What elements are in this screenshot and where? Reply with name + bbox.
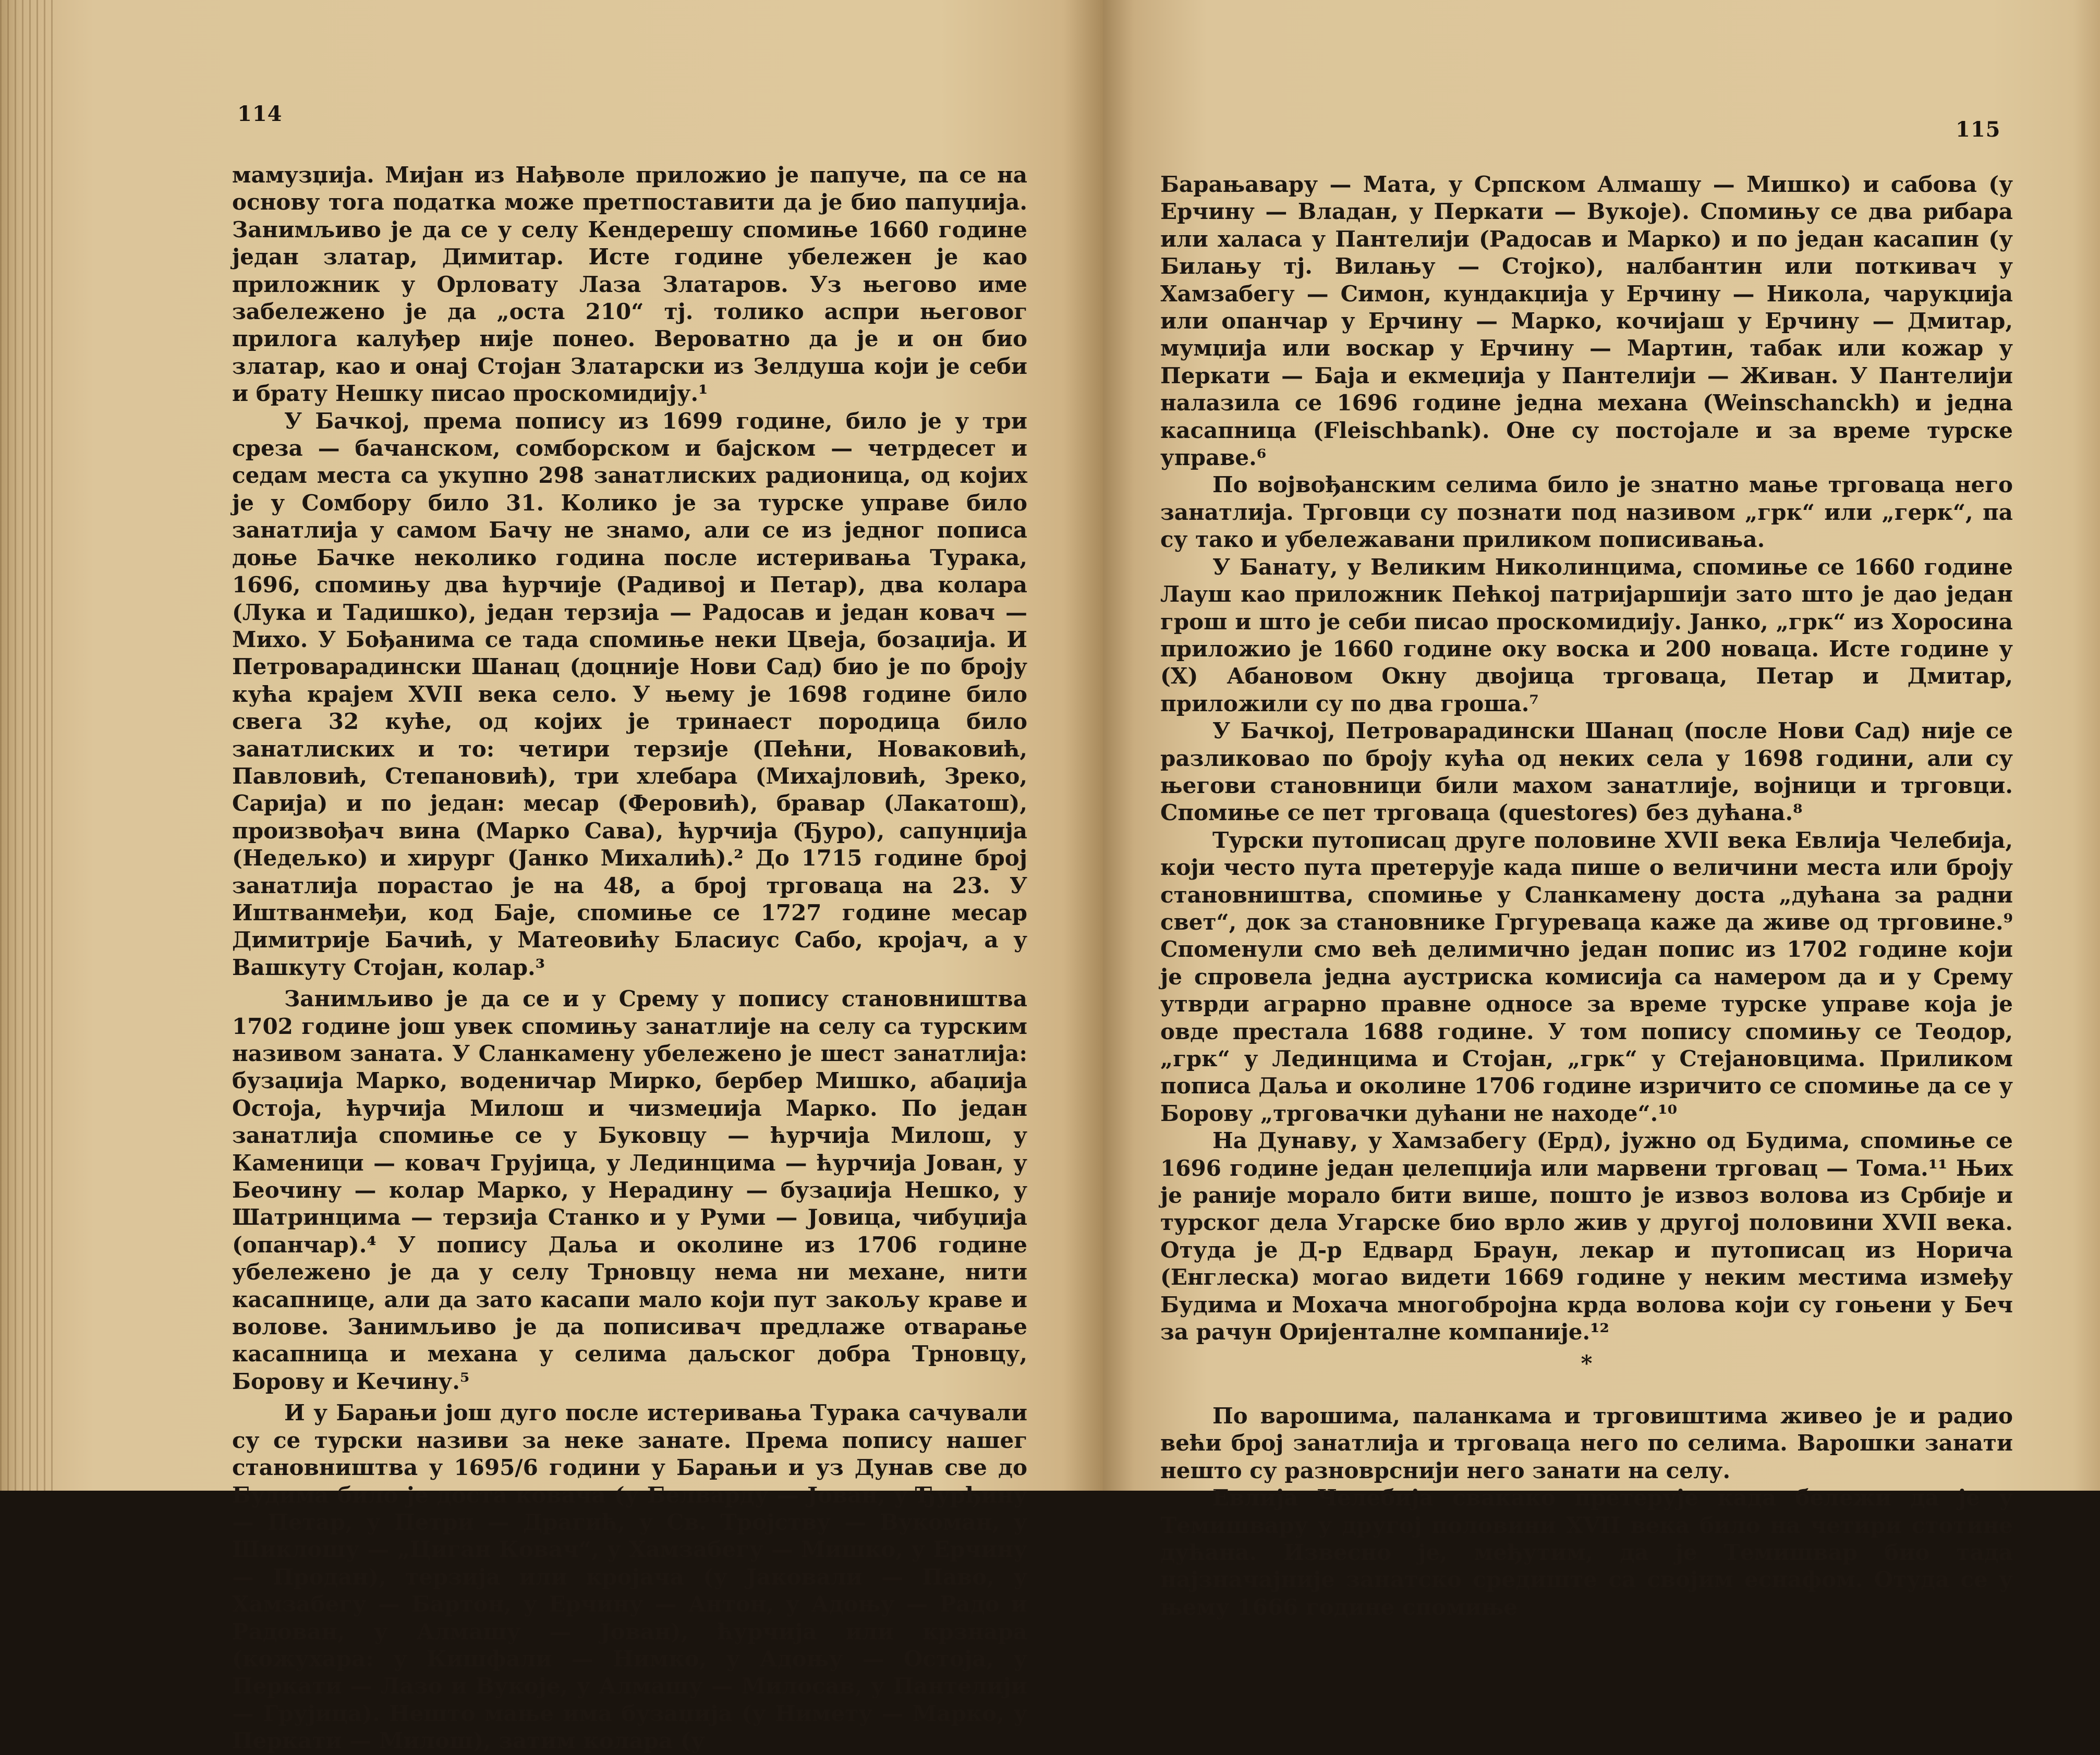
paragraph: У Банату, у Великим Николинцима, спомиње се 1660 године Лауш као приложник Пећкој патријаршији зато што је дао један грош и што је себи писао проскомидију. Јанко, „грк“ из Хоросина приложио је 1660 године оку воска и 200 новаца. Исте године у (Х) Абановом Окну двојица трговаца, Петар и Дмитар, приложили су по два гроша.⁷ xyxy=(1160,554,2013,716)
page-number-left: 114 xyxy=(237,102,283,126)
paragraph: По варошима, паланкама и трговиштима живео је и радио већи број занатлија и трговаца него по селима. Варошки занати нешто су разноврснији него занати на селу. xyxy=(1160,1403,2013,1483)
section-break-star: * xyxy=(1581,1350,1593,1376)
paragraph: Занимљиво је да се и у Срему у попису становништва 1702 године још увек спомињу занатлије на селу са турским називом заната. У Сланкамену убележено је шест занатлија: бузаџија Марко, воденичар Мирко, бербер Мишко, абаџија Остоја, ћурчија Милош и чизмеџија Марко. По један занатлија спомиње се у Буковцу — ћурчија Милош, у Каменици — ковач Грујица, у Лединцима — ћурчија Јован, у Беочину — колар Марко, у Нерадину — бузаџија Нешко, у Шатринцима — терзија Станко и у Руми — Јовица, чибуџија (опанчар).⁴ У попису Даља и околине из 1706 године убележено је да у селу Трновцу нема ни механе, нити касапнице, али да зато касапи мало који пут закољу краве и волове. Занимљиво је да пописивач предлаже отварање касапница и механа у селима даљског добра Трновцу, Борову и Кечину.⁵ xyxy=(232,986,1027,1394)
page-edge-stack xyxy=(0,0,57,1491)
paragraph: У Бачкој, према попису из 1699 године, било је у три среза — бачанском, сомборском и бајском — четрдесет и седам места са укупно 298 занатлиских радионица, од којих је у Сомбору било 31. Колико је за турске управе било занатлија у самом Бачу не знамо, али се из једног пописа доње Бачке неколико година после истеривања Турака, 1696, спомињу два ћурчије (Радивој и Петар), два колара (Лука и Тадишко), један терзија — Радосав и један ковач — Михо. У Бођанима се тада спомиње неки Цвеја, бозаџија. И Петроварадински Шанац (доцније Нови Сад) био је по броју кућа крајем XVII века село. У њему је 1698 године било свега 32 куће, од којих је тринаест породица било занатлиских и то: четири терзије (Пећни, Новаковић, Павловић, Степановић), три хлебара (Михајловић, Зреко, Сарија) и по један: месар (Феровић), бравар (Лакатош), произвођач вина (Марко Сава), ћурчија (Ђуро), сапунџија (Недељко) и хирург (Јанко Михалић).² До 1715 године број занатлија порастао је на 48, а број трговаца на 23. У Иштванмеђи, код Баје, спомиње се 1727 године месар Димитрије Бачић, у Матеовићу Бласиус Сабо, кројач, а у Вашкуту Стојан, колар.³ xyxy=(232,408,1027,980)
paragraph: Турски путописац друге половине XVII века Евлија Челебија, који често пута претерује када пише о величини места или броју становништва, спомиње у Сланкамену доста „дућана за радни свет“, док за становнике Гргуреваца каже да живе од трговине.⁹ Споменули смо већ делимично један попис из 1702 године који је спровела једна аустриска комисија са намером да и у Срему утврди аграрно правне односе за време турске управе која је овде престала 1688 године. У том попису спомињу се Теодор, „грк“ у Лединцима и Стојан, „грк“ у Стејановцима. Приликом пописа Даља и околине 1706 године изричито се спомиње да се у Борову „трговачки дућани не находе“.¹⁰ xyxy=(1160,827,2013,1126)
right-page-text xyxy=(1160,171,2013,1621)
paragraph: Барањавару — Мата, у Српском Алмашу — Мишко) и сабова (у Ерчину — Владан, у Перкати — Вукоје). Спомињу се два рибара или халаса у Пантелији (Радосав и Марко) и по један касапин (у Билању тј. Вилању — Стојко), налбантин или поткивач у Хамзабегу — Симон, кундакџија у Ерчину — Никола, чарукџија или опанчар у Ерчину — Марко, кочијаш у Ерчину — Дмитар, мумџија или воскар у Ерчину — Мартин, табак или кожар у Перкати — Баја и екмеџија у Пантелији — Живан. У Пантелији налазила се 1696 године једна механа (Weinschanckh) и једна касапница (Fleischbank). Оне су постојале и за време турске управе.⁶ xyxy=(1160,172,2013,471)
paragraph: У Бачкој, Петроварадински Шанац (после Нови Сад) није се разликовао по броју кућа од неких села у 1698 години, али су његови становници били махом занатлије, војници и трговци. Спомиње се пет трговаца (questores) без дућана.⁸ xyxy=(1160,718,2013,826)
left-page-text xyxy=(232,162,1027,1755)
paragraph: На Дунаву, у Хамзабегу (Ерд), јужно од Будима, спомиње се 1696 године један џелепџија или марвени трговац — Тома.¹¹ Њих је раније морало бити више, пошто је извоз волова из Србије и турског дела Угарске био врло жив у другој половини XVII века. Отуда је Д-р Едвард Браун, лекар и путописац из Норича (Енглеска) могао видети 1669 године у неким местима између Будима и Мохача многобројна крда волова који су гоњени у Беч за рачун Оријенталне компаније.¹² xyxy=(1160,1128,2013,1345)
page-number-right: 115 xyxy=(1956,117,2001,142)
paragraph: Евлија Челебија свакако претерује када бележи да је у Темишвару у другој половини XVII века било на четири стотине дућана. Извесно је, међутим, да је Темишвар био тада најзначајније занатско средиште са својим еснафом. Отуда се у њему 1666 године спомиње xyxy=(1160,1485,2013,1620)
right-page xyxy=(1103,0,2100,1620)
paragraph: По војвођанским селима било је знатно мање трговаца него занатлија. Трговци су познати под називом „грк“ или „герк“, па су тако и убележавани приликом пописивања. xyxy=(1160,472,2013,553)
paragraph: И у Барањи још дуго после истеривања Турака сачували су се турски називи за неке занате. Према попису нашег становништва у 1695/6 години у Барањи и уз Дунав све до Будима било је доста ковача (у Белварду — Јован, у Ђурђину — Петар, у Петри — Драгић, у Св. Тројству — Вукоман, у Шиклошу — „Циган Ковач“, у Хамзабегу — Мишко, у Ерчину — Продан), терзија или кројача (у Јаковали — Паво, у Хамзабегу — Бартон, у Ерчину — Антон, у Адоњу — Радо и Радован, у Алмашу — Јован), ћурчија или крзнара (кожухара: у Кишфали — Нимко, у Адоњу — Остоја, у Перкати — Лазо и Вукоје, у Алмашу — Милосав, у Пантелији — Грујица). Нешто мање има бузаџија (у Нимету — Марко, у Перкати — Милош), затим колара (у xyxy=(232,1400,1027,1754)
paragraph: мамузџија. Мијан из Нађволе приложио је папуче, па се на основу тога податка може претпоставити да је био папуџија. Занимљиво је да се у селу Кендерешу спомиње 1660 године један златар, Димитар. Исте године убележен је као приложник у Орловату Лаза Златаров. Уз његово име забележено је да „оста 210“ тј. толико аспри његовог прилога калуђер није понео. Вероватно да је и он био златар, као и онај Стојан Златарски из Зелдуша који је себи и брату Нешку писао проскомидију.¹ xyxy=(232,162,1027,407)
